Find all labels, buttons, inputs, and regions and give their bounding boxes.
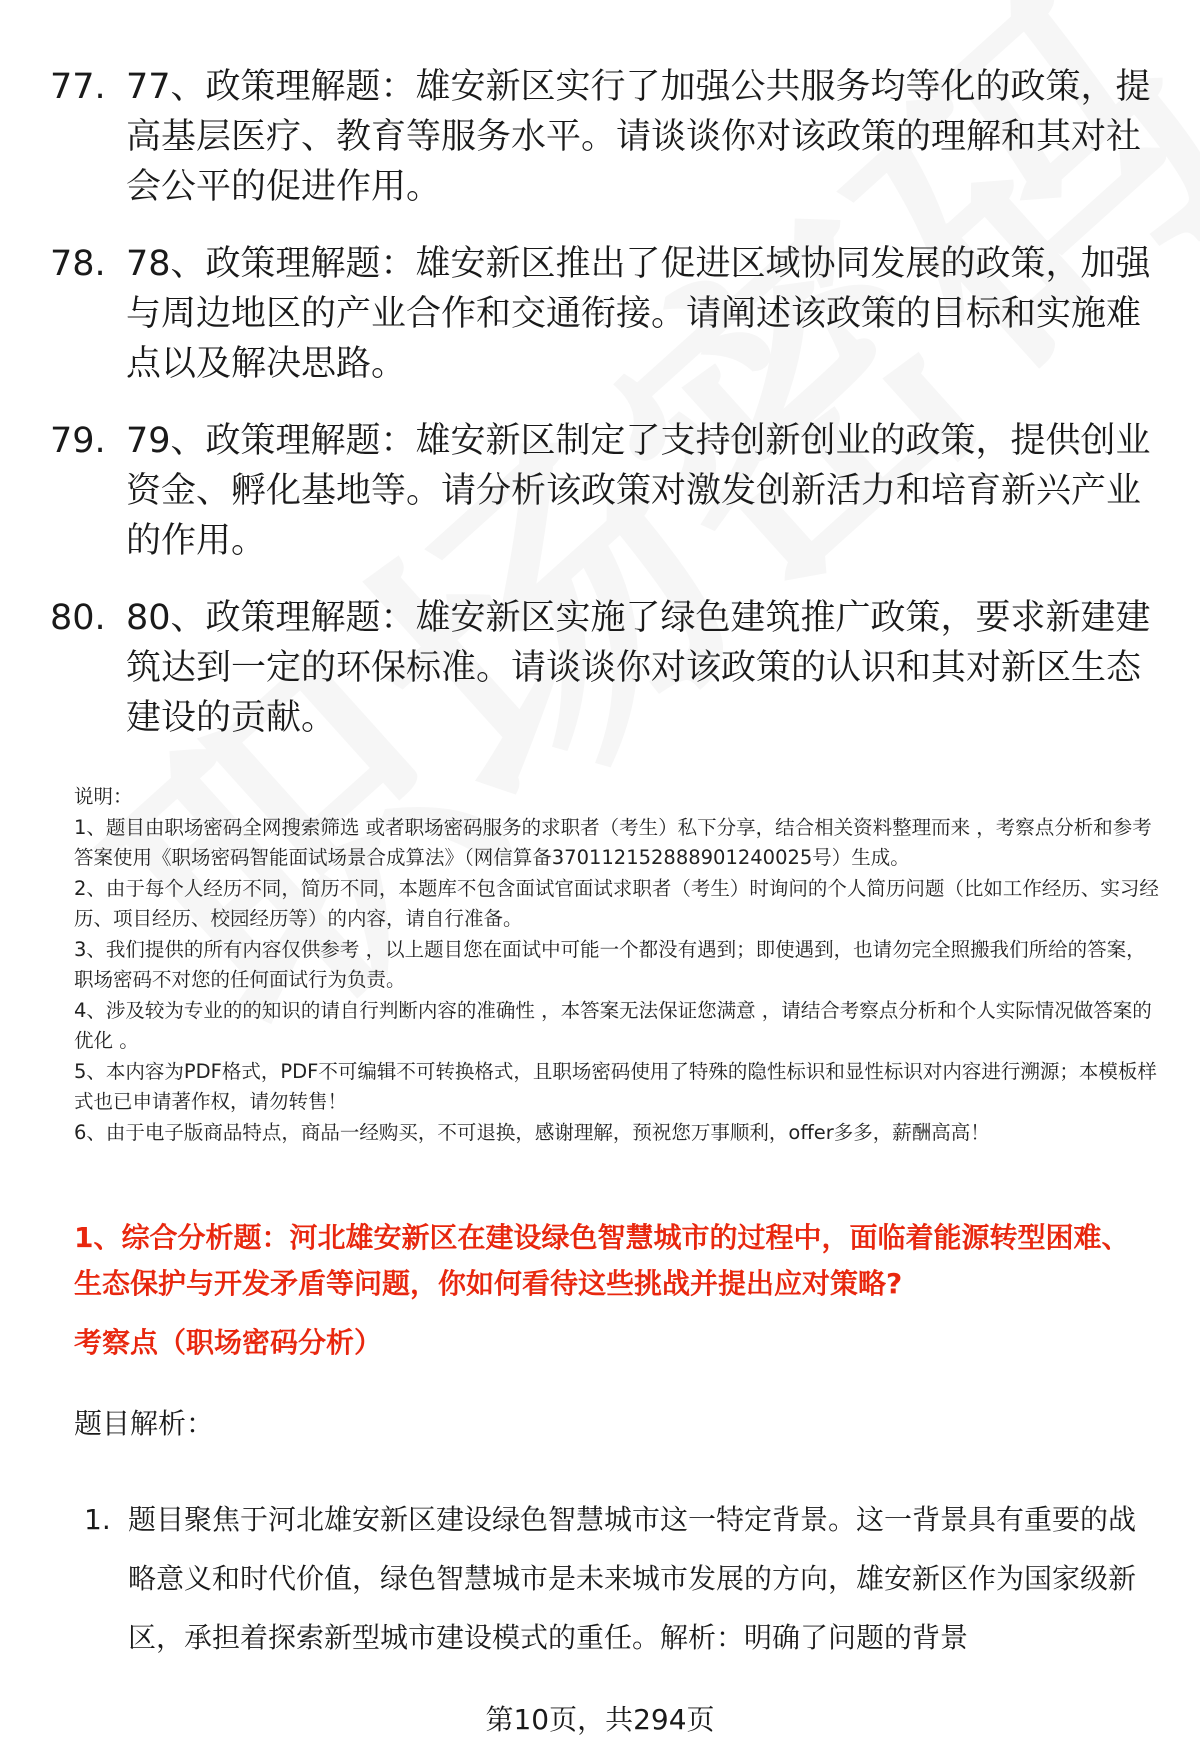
question-list [50,62,1160,770]
analysis-item [84,1490,1150,1667]
question-item [50,62,1160,212]
note-item: 3、我们提供的所有内容仅供参考 ，以上题目您在面试中可能一个都没有遇到；即使遇到，也请勿完全照搬我们所给的答案，职场密码不对您的任何面试行为负责。 [74,937,1146,991]
comprehensive-question: 1、综合分析题：河北雄安新区在建设绿色智慧城市的过程中，面临着能源转型困难、生态保护与开发矛盾等问题，你如何看待这些挑战并提出应对策略? [74,1221,1130,1300]
question-number: 77. [50,67,106,107]
question-text: 79、政策理解题：雄安新区制定了支持创新创业的政策，提供创业资金、孵化基地等。请分析该政策对激发创新活力和培育新兴产业的作用。 [126,421,1151,561]
note-item: 1、题目由职场密码全网搜索筛选 或者职场密码服务的求职者（考生）私下分享，结合相关资料整理而来 ，考察点分析和参考答案使用《职场密码智能面试场景合成算法》（网信算备370112152888901240025号）生成。 [74,815,1152,869]
page-footer: 第10页，共294页 [485,1703,715,1736]
exam-point-heading: 考察点（职场密码分析） [74,1326,383,1359]
question-number: 79. [50,421,106,461]
question-text: 77、政策理解题：雄安新区实行了加强公共服务均等化的政策，提高基层医疗、教育等服务水平。请谈谈你对该政策的理解和其对社会公平的促进作用。 [126,67,1151,207]
question-item [50,416,1160,566]
notes-title: 说明： [74,785,133,808]
question-item [50,593,1160,743]
question-number: 78. [50,244,106,284]
note-item: 2、由于每个人经历不同，简历不同，本题库不包含面试官面试求职者（考生）时询问的个人简历问题（比如工作经历、实习经历、项目经历、校园经历等）的内容，请自行准备。 [74,876,1159,930]
question-item [50,239,1160,389]
question-text: 80、政策理解题：雄安新区实施了绿色建筑推广政策，要求新建建筑达到一定的环保标准。请谈谈你对该政策的认识和其对新区生态建设的贡献。 [126,598,1151,738]
note-item: 5、本内容为PDF格式，PDF不可编辑不可转换格式，且职场密码使用了特殊的隐性标识和显性标识对内容进行溯源；本模板样式也已申请著作权，请勿转售！ [74,1059,1157,1113]
analysis-text: 题目聚焦于河北雄安新区建设绿色智慧城市这一特定背景。这一背景具有重要的战略意义和时代价值，绿色智慧城市是未来城市发展的方向，雄安新区作为国家级新区，承担着探索新型城市建设模式的重任。解析：明确了问题的背景 [128,1503,1137,1654]
question-text: 78、政策理解题：雄安新区推出了促进区域协同发展的政策，加强与周边地区的产业合作和交通衔接。请阐述该政策的目标和实施难点以及解决思路。 [126,244,1151,384]
note-item: 6、由于电子版商品特点，商品一经购买，不可退换，感谢理解，预祝您万事顺利，offer多多，薪酬高高！ [74,1120,990,1144]
analysis-title: 题目解析： [74,1407,215,1440]
question-number: 80. [50,598,106,638]
analysis-number: 1. [84,1503,111,1536]
note-item: 4、涉及较为专业的的知识的请自行判断内容的准确性 ，本答案无法保证您满意 ，请结合考察点分析和个人实际情况做答案的优化 。 [74,998,1152,1052]
notes-section [74,782,1164,1148]
